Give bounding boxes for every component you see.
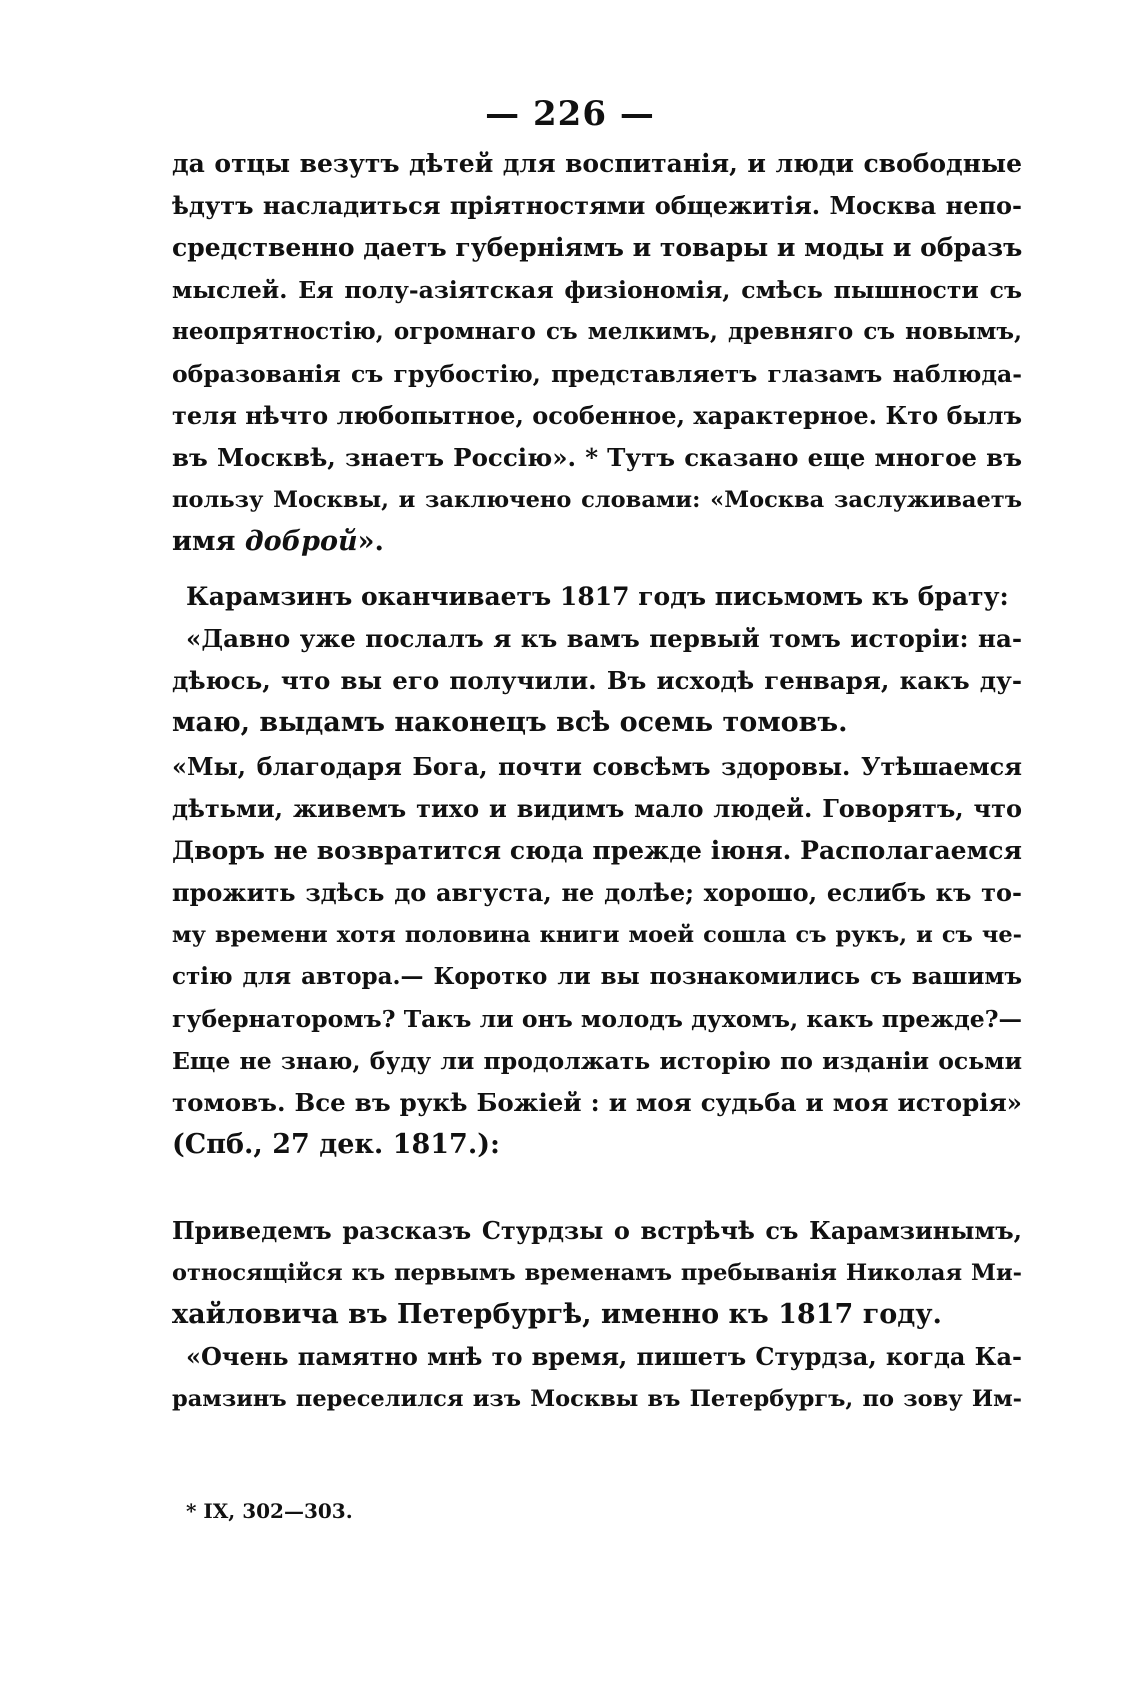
- text-line: маю, выдамъ наконецъ всѣ осемь томовъ.: [172, 707, 848, 738]
- paragraph-letter-part2: [172, 746, 1022, 1166]
- page-number: — 226 —: [485, 94, 655, 134]
- text-italic: доброй: [244, 526, 358, 557]
- paragraph-sturdza-intro: [172, 1210, 1022, 1336]
- text-plain: ».: [357, 526, 384, 557]
- text-line: рамзинъ переселился изъ Москвы въ Петербургъ, по зову Им-: [172, 1386, 1022, 1412]
- text-line: «Давно уже послалъ я къ вамъ первый томъ исторіи: на-: [186, 624, 1022, 653]
- text-line: средственно даетъ губерніямъ и товары и моды и образъ: [172, 233, 1022, 262]
- text-line: стію для автора.— Коротко ли вы познакомились съ вашимъ: [172, 963, 1022, 990]
- text-line: томовъ. Все въ рукѣ Божіей : и моя судьба и моя исторія»: [172, 1088, 1022, 1117]
- text-line: да отцы везутъ дѣтей для воспитанія, и люди свободные: [172, 149, 1022, 178]
- paragraph-letter-part1: [172, 618, 1022, 744]
- text-line: (Спб., 27 дек. 1817.):: [172, 1129, 500, 1160]
- text-line: хайловича въ Петербургѣ, именно къ 1817 году.: [172, 1299, 942, 1330]
- text-line: въ Москвѣ, знаетъ Россію». * Тутъ сказано еще многое въ: [172, 443, 1022, 472]
- text-line: ѣдутъ насладиться пріятностями общежитія. Москва непо-: [172, 191, 1022, 220]
- paragraph-letter-intro: [172, 576, 1022, 618]
- text-line: Приведемъ разсказъ Стурдзы о встрѣчѣ съ Карамзинымъ,: [172, 1216, 1022, 1245]
- text-line: «Очень памятно мнѣ то время, пишетъ Стурдза, когда Ка-: [186, 1342, 1022, 1371]
- text-line: дѣюсь, что вы его получили. Въ исходѣ генваря, какъ ду-: [172, 666, 1022, 695]
- text-line: прожить здѣсь до августа, не долѣе; хорошо, еслибъ къ то-: [172, 878, 1022, 907]
- text-line-last: [172, 521, 1022, 563]
- text-line: образованія съ грубостію, представляетъ глазамъ наблюда-: [172, 360, 1022, 388]
- text-line: дѣтьми, живемъ тихо и видимъ мало людей. Говорятъ, что: [172, 794, 1022, 823]
- text-line: пользу Москвы, и заключено словами: «Москва заслуживаетъ: [172, 487, 1022, 513]
- text-line: Еще не знаю, буду ли продолжать исторію по изданіи осьми: [172, 1047, 1022, 1075]
- text-line: «Мы, благодаря Бога, почти совсѣмъ здоровы. Утѣшаемся: [172, 752, 1022, 781]
- paragraph-sturdza-quote: [172, 1336, 1022, 1420]
- text-line: Карамзинъ оканчиваетъ 1817 годъ письмомъ къ брату:: [186, 582, 1009, 611]
- text-line: теля нѣчто любопытное, особенное, характерное. Кто былъ: [172, 401, 1022, 430]
- text-line: относящійся къ первымъ временамъ пребыванія Николая Ми-: [172, 1260, 1022, 1286]
- text-line: мыслей. Ея полу-азіятская физіономія, смѣсь пышности съ: [172, 276, 1022, 304]
- text-line: губернаторомъ? Такъ ли онъ молодъ духомъ, какъ прежде?—: [172, 1005, 1022, 1033]
- text-line: му времени хотя половина книги моей сошла съ рукъ, и съ че-: [172, 922, 1022, 948]
- paragraph-moscow: [172, 143, 1022, 563]
- footnote: * IX, 302—303.: [186, 1499, 353, 1523]
- text-plain: имя: [172, 526, 245, 557]
- text-line: Дворъ не возвратится сюда прежде іюня. Располагаемся: [172, 836, 1022, 865]
- text-line: неопрятностію, огромнаго съ мелкимъ, древняго съ новымъ,: [172, 318, 1022, 345]
